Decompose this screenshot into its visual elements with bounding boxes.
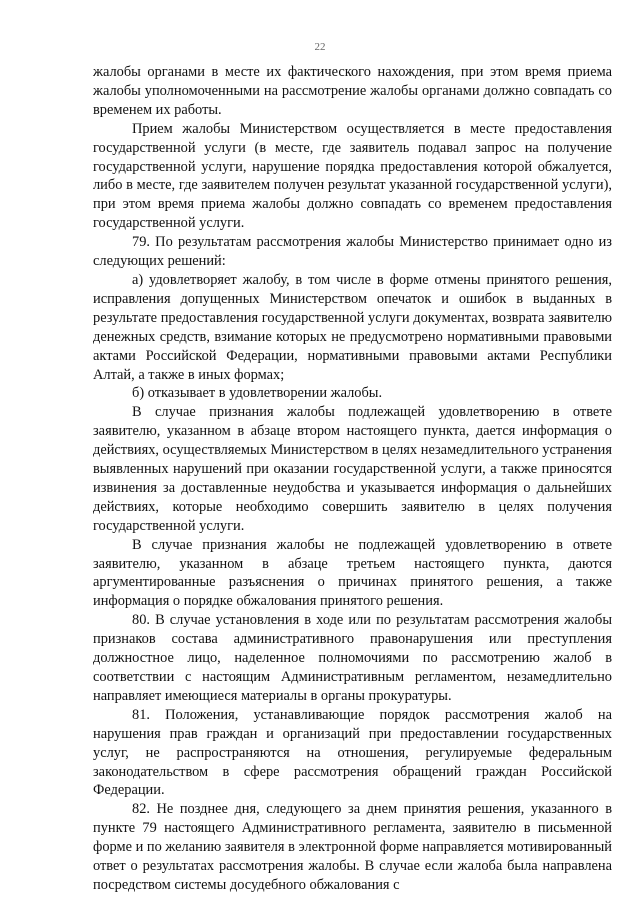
paragraph-item-81: 81. Положения, устанавливающие порядок рассмотрения жалоб на нарушения прав граждан и организаций при предоставлении государственных услуг, не распространяются на отношения, регулируемые федеральным законодательством в сфере рассмотрения обращений граждан Российской Федерации. xyxy=(93,706,612,799)
paragraph-item-80: 80. В случае установления в ходе или по результатам рассмотрения жалобы признаков состава административного правонарушения или преступления должностное лицо, наделенное полномочиями по рассмотрению жалоб в соответствии с настоящим Административным регламентом, незамедлительно направляет имеющиеся материалы в органы прокуратуры. xyxy=(93,612,612,704)
page-number: 22 xyxy=(314,41,326,53)
paragraph-item-79-b: б) отказывает в удовлетворении жалобы. xyxy=(132,385,383,402)
paragraph-rejected-complaint: В случае признания жалобы не подлежащей удовлетворению в ответе заявителю, указанном в абзаце третьем настоящего пункта, даются аргументированные разъяснения о причинах принятого решения, а также информация о порядке обжалования принятого решения. xyxy=(93,536,612,610)
paragraph-item-79-a: а) удовлетворяет жалобу, в том числе в форме отмены принятого решения, исправления допущенных Министерством опечаток и ошибок в выданных в результате предоставления государственной услуги документах, возврата заявителю денежных средств, взимание которых не предусмотрено нормативными правовыми актами Российской Федерации, нормативными правовыми актами Республики Алтай, а также в иных формах; xyxy=(93,271,612,383)
paragraph-item-79: 79. По результатам рассмотрения жалобы Министерство принимает одно из следующих решений: xyxy=(93,234,612,270)
paragraph-continuation: жалобы органами в месте их фактического нахождения, при этом время приема жалобы уполномоченными на рассмотрение жалобы органами должно совпадать со временем их работы. xyxy=(93,64,612,118)
paragraph-item-82: 82. Не позднее дня, следующего за днем принятия решения, указанного в пункте 79 настоящего Административного регламента, заявителю в письменной форме и по желанию заявителя в электронной форме направляется мотивированный ответ о результатах рассмотрения жалобы. В случае если жалоба была направлена посредством системы досудебного обжалования с xyxy=(93,801,612,893)
document-body xyxy=(93,63,612,895)
paragraph-complaint-reception: Прием жалобы Министерством осуществляется в месте предоставления государственной услуги (в месте, где заявитель подавал запрос на получение государственной услуги, нарушение порядка предоставления которой обжалуется, либо в месте, где заявителем получен результат указанной государственной услуги), при этом время приема жалобы должно совпадать со временем предоставления государственной услуги. xyxy=(93,120,612,232)
paragraph-satisfied-complaint: В случае признания жалобы подлежащей удовлетворению в ответе заявителю, указанном в абзаце втором настоящего пункта, дается информация о действиях, осуществляемых Министерством в целях незамедлительного устранения выявленных нарушений при оказании государственной услуги, а также приносятся извинения за доставленные неудобства и указывается информация о дальнейших действиях, которые необходимо совершить заявителю в целях получения государственной услуги. xyxy=(93,404,612,534)
